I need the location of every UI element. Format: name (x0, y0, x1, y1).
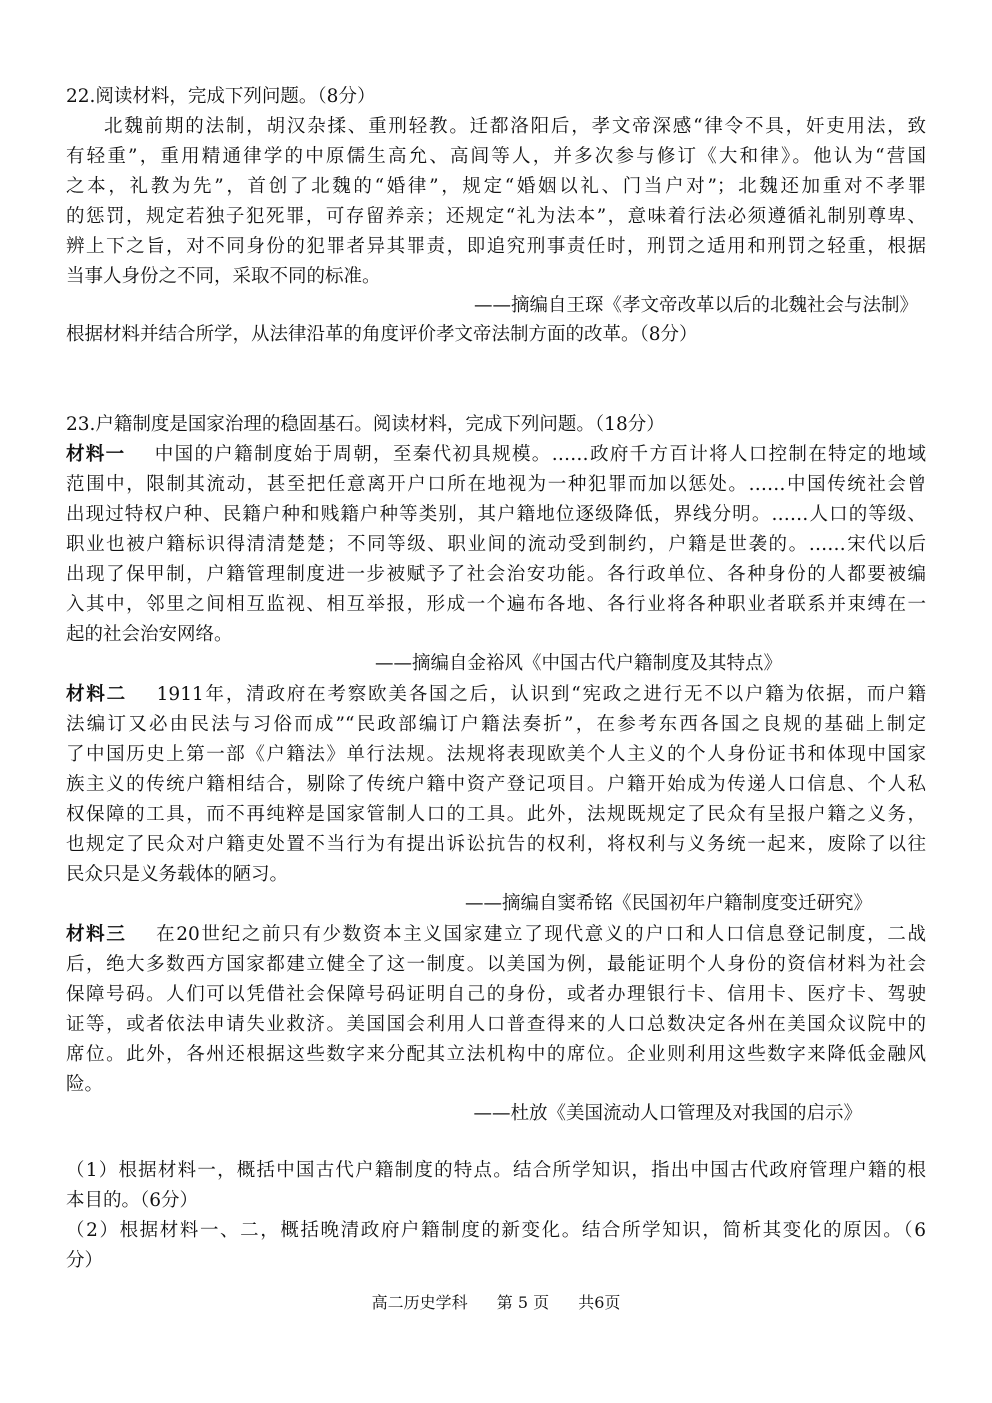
q22-text-line: 辨上下之旨，对不同身份的犯罪者异其罪责，即追究刑事责任时，刑罚之适用和刑罚之轻重，根据 (66, 236, 926, 257)
footer-subject: 高二历史学科 (371, 1293, 468, 1312)
material-1-line: 出现了保甲制，户籍管理制度进一步被赋予了社会治安功能。各行政单位、各种身份的人都要被编 (66, 564, 926, 585)
material-1-label: 材料一 (66, 444, 126, 465)
page-footer (0, 1290, 992, 1316)
sub-question-line: （2）根据材料一、二，概括晚清政府户籍制度的新变化。结合所学知识，简析其变化的原因。（6 (66, 1220, 926, 1241)
material-1-text: 中国的户籍制度始于周朝，至秦代初具规模。……政府千方百计将人口控制在特定的地域 (154, 444, 926, 465)
material-1-line: 出现过特权户种、民籍户种和贱籍户种等类别，其户籍地位逐级降低，界线分明。……人口的等级、 (66, 504, 926, 525)
q22-text-line: 北魏前期的法制，胡汉杂揉、重刑轻教。迁都洛阳后，孝文帝深感“律令不具，奸吏用法，致 (104, 116, 926, 137)
material-3-label: 材料三 (66, 924, 127, 945)
material-1-line: 入其中，邻里之间相互监视、相互举报，形成一个遍布各地、各行业将各种职业者联系并束缚在一 (66, 594, 926, 615)
material-3-line: 证等，或者依法申请失业救济。美国国会利用人口普查得来的人口总数决定各州在美国众议院中的 (66, 1014, 926, 1035)
material-2-source: ——摘编自窦希铭《民国初年户籍制度变迁研究》 (464, 893, 872, 914)
material-1-first-line (66, 442, 926, 468)
material-1-source: ——摘编自金裕风《中国古代户籍制度及其特点》 (374, 653, 782, 674)
material-2-text: 1911年，清政府在考察欧美各国之后，认识到“宪政之进行无不以户籍为依据，而户籍 (156, 684, 926, 705)
sub-question-line: 分） (66, 1250, 104, 1271)
material-2-line: 族主义的传统户籍相结合，剔除了传统户籍中资产登记项目。户籍开始成为传递人口信息、个人私 (66, 774, 926, 795)
material-1-line: 起的社会治安网络。 (66, 624, 233, 645)
material-2-line: 民众只是义务载体的陋习。 (66, 864, 289, 885)
material-2-line: 权保障的工具，而不再纯粹是国家管制人口的工具。此外，法规既规定了民众有呈报户籍之义务， (66, 804, 926, 825)
q22-text-line: 有轻重”，重用精通律学的中原儒生高允、高闾等人，并多次参与修订《大和律》。他认为“营国 (66, 146, 926, 167)
q22-title: 22.阅读材料，完成下列问题。（8分） (66, 86, 376, 107)
material-3-line: 险。 (66, 1074, 104, 1095)
material-3-line: 后，绝大多数西方国家都建立健全了这一制度。以美国为例，最能证明个人身份的资信材料为社会 (66, 954, 926, 975)
material-2-label: 材料二 (66, 684, 127, 705)
sub-question-line: 本目的。（6分） (66, 1190, 199, 1211)
material-3-source: ——杜放《美国流动人口管理及对我国的启示》 (473, 1103, 862, 1124)
footer-page-number: 第 5 页 (496, 1293, 550, 1312)
material-2-first-line (66, 682, 926, 708)
material-3-first-line (66, 922, 926, 948)
q22-text-line: 当事人身份之不同，采取不同的标准。 (66, 266, 381, 287)
q22-text-line: 的惩罚，规定若独子犯死罪，可存留养亲；还规定“礼为法本”，意味着行法必须遵循礼制别尊卑、 (66, 206, 926, 227)
q22-source: ——摘编自王琛《孝文帝改革以后的北魏社会与法制》 (473, 295, 918, 316)
q22-question: 根据材料并结合所学，从法律沿革的角度评价孝文帝法制方面的改革。（8分） (66, 324, 698, 345)
material-2-line: 法编订又必由民法与习俗而成”“民政部编订户籍法奏折”，在参考东西各国之良规的基础上制定 (66, 714, 926, 735)
footer-total-pages: 共6页 (578, 1293, 621, 1312)
material-3-line: 保障号码。人们可以凭借社会保障号码证明自己的身份，或者办理银行卡、信用卡、医疗卡、驾驶 (66, 984, 926, 1005)
q23-title: 23.户籍制度是国家治理的稳固基石。阅读材料，完成下列问题。（18分） (66, 414, 665, 435)
sub-question-line: （1）根据材料一，概括中国古代户籍制度的特点。结合所学知识，指出中国古代政府管理户籍的根 (66, 1160, 926, 1181)
material-1-line: 职业也被户籍标识得清清楚楚；不同等级、职业间的流动受到制约，户籍是世袭的。……宋代以后 (66, 534, 926, 555)
material-1-line: 范围中，限制其流动，甚至把任意离开户口所在地视为一种犯罪而加以惩处。……中国传统社会曾 (66, 474, 926, 495)
material-3-text: 在20世纪之前只有少数资本主义国家建立了现代意义的户口和人口信息登记制度，二战 (156, 924, 926, 945)
material-2-line: 了中国历史上第一部《户籍法》单行法规。法规将表现欧美个人主义的个人身份证书和体现中国家 (66, 744, 926, 765)
q22-text-line: 之本，礼教为先”，首创了北魏的“婚律”，规定“婚姻以礼、门当户对”；北魏还加重对不孝罪 (66, 176, 926, 197)
material-2-line: 也规定了民众对户籍吏处置不当行为有提出诉讼抗告的权利，将权利与义务统一起来，废除了以往 (66, 834, 926, 855)
material-3-line: 席位。此外，各州还根据这些数字来分配其立法机构中的席位。企业则利用这些数字来降低金融风 (66, 1044, 926, 1065)
